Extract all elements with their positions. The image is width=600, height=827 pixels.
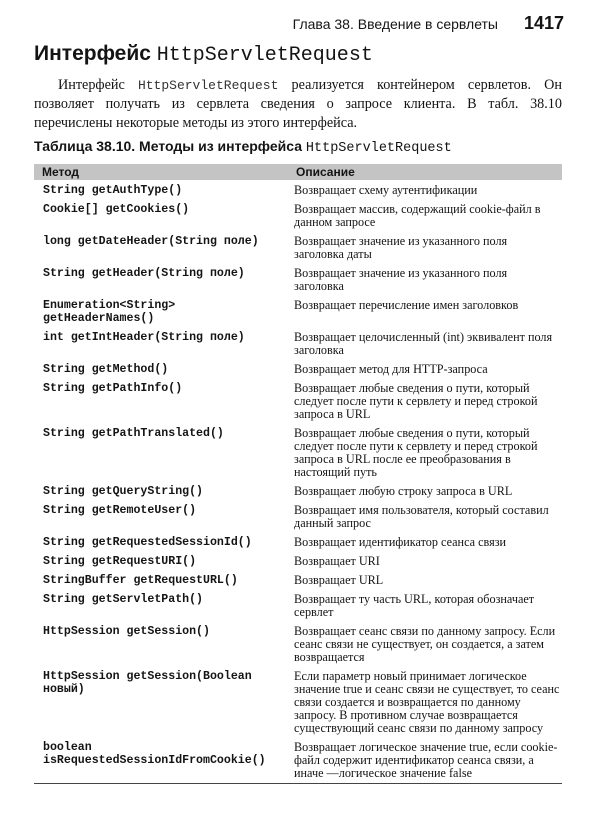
table-row: [34, 264, 562, 296]
method-cell: boolean isRequestedSessionIdFromCookie(): [34, 738, 288, 784]
method-cell: String getQueryString(): [43, 485, 204, 498]
column-header-method: Метод: [34, 164, 288, 180]
methods-table: [34, 164, 562, 784]
description-cell: Возвращает идентификатор сеанса связи: [294, 535, 507, 549]
description-cell: Возвращает значение из указанного поля заголовка даты: [294, 234, 508, 261]
intro-paragraph: [34, 76, 562, 133]
method-cell: String getHeader(String поле): [43, 267, 245, 280]
table-row: [34, 379, 562, 424]
column-header-description: Описание: [288, 164, 562, 180]
table-caption-code: HttpServletRequest: [305, 141, 452, 156]
table-row: [34, 296, 562, 328]
table-row: [34, 571, 562, 590]
method-cell: String getRequestedSessionId(): [43, 536, 252, 549]
method-cell: int getIntHeader(String поле): [43, 331, 245, 344]
method-cell: String getRemoteUser(): [43, 504, 197, 517]
section-title-text: Интерфейс: [34, 42, 151, 65]
section-title: [34, 42, 373, 67]
table-header-row: [34, 164, 562, 180]
method-cell: String getAuthType(): [43, 184, 183, 197]
intro-part1: Интерфейс: [58, 77, 138, 93]
table-row: [34, 738, 562, 784]
table-row: [34, 328, 562, 360]
description-cell: Возвращает метод для HTTP-запроса: [294, 362, 488, 376]
description-cell: Возвращает любую строку запроса в URL: [294, 484, 513, 498]
description-cell: Возвращает значение из указанного поля заголовка: [294, 266, 508, 293]
chapter-title: Глава 38. Введение в сервлеты: [292, 16, 498, 32]
description-cell: Возвращает URI: [294, 554, 380, 568]
table-row: [34, 180, 562, 200]
table-row: [34, 622, 562, 667]
method-cell: HttpSession getSession(Boolean новый): [43, 670, 252, 696]
method-cell: HttpSession getSession(): [43, 625, 210, 638]
description-cell: Возвращает любые сведения о пути, который следует после пути к сервлету и перед строкой запроса в URL: [294, 381, 538, 421]
table-row: [34, 590, 562, 622]
method-cell: long getDateHeader(String поле): [43, 235, 259, 248]
table-row: [34, 232, 562, 264]
description-cell: Возвращает ту часть URL, которая обозначает сервлет: [294, 592, 535, 619]
section-title-code: HttpServletRequest: [156, 44, 373, 67]
description-cell: Возвращает целочисленный (int) эквивалент поля заголовка: [294, 330, 553, 357]
page-number: 1417: [523, 13, 564, 33]
table-row: [34, 501, 562, 533]
description-cell: Возвращает схему аутентификации: [294, 183, 478, 197]
description-cell: Если параметр новый принимает логическое значение true и сеанс связи не существует, то сеанс связи создается и возвращается по данному запросу. В противном случае возвращается существующий сеанс связи по данному запросу: [294, 669, 560, 735]
method-cell: String getRequestURI(): [43, 555, 197, 568]
description-cell: Возвращает URL: [294, 573, 384, 587]
method-cell: Enumeration<String> getHeaderNames(): [43, 299, 176, 325]
table-caption-text: Таблица 38.10. Методы из интерфейса: [34, 138, 303, 154]
running-head: [34, 12, 564, 36]
table-row: [34, 200, 562, 232]
table-row: [34, 482, 562, 501]
method-cell: String getPathInfo(): [43, 382, 183, 395]
table-row: [34, 552, 562, 571]
method-cell: StringBuffer getRequestURL(): [43, 574, 238, 587]
table-row: [34, 424, 562, 482]
description-cell: Возвращает массив, содержащий cookie-файл в данном запросе: [294, 202, 541, 229]
description-cell: Возвращает сеанс связи по данному запросу. Если сеанс связи не существует, он создается, а затем возвращается: [294, 624, 556, 664]
table-row: [34, 667, 562, 738]
method-cell: String getServletPath(): [43, 593, 204, 606]
description-cell: Возвращает любые сведения о пути, который следует после пути к сервлету и перед строкой запроса в URL после ее преобразования в настоящий путь: [294, 426, 538, 479]
intro-code: HttpServletRequest: [137, 78, 279, 93]
method-cell: Cookie[] getCookies(): [43, 203, 190, 216]
description-cell: Возвращает имя пользователя, который составил данный запрос: [294, 503, 549, 530]
description-cell: Возвращает логическое значение true, если cookie-файл содержит идентификатор сеанса связи, а иначе —логическое значение false: [288, 738, 562, 784]
table-caption: [34, 138, 452, 156]
description-cell: Возвращает перечисление имен заголовков: [294, 298, 519, 312]
method-cell: String getPathTranslated(): [43, 427, 224, 440]
method-cell: String getMethod(): [43, 363, 169, 376]
table-row: [34, 360, 562, 379]
table-row: [34, 533, 562, 552]
intro-part2: реализуется контейнером сервлетов. Он позволяет получать из сервлета сведения о запросе клиента. В табл. 38.10 перечислены некоторые методы из этого интерфейса.: [34, 77, 562, 131]
